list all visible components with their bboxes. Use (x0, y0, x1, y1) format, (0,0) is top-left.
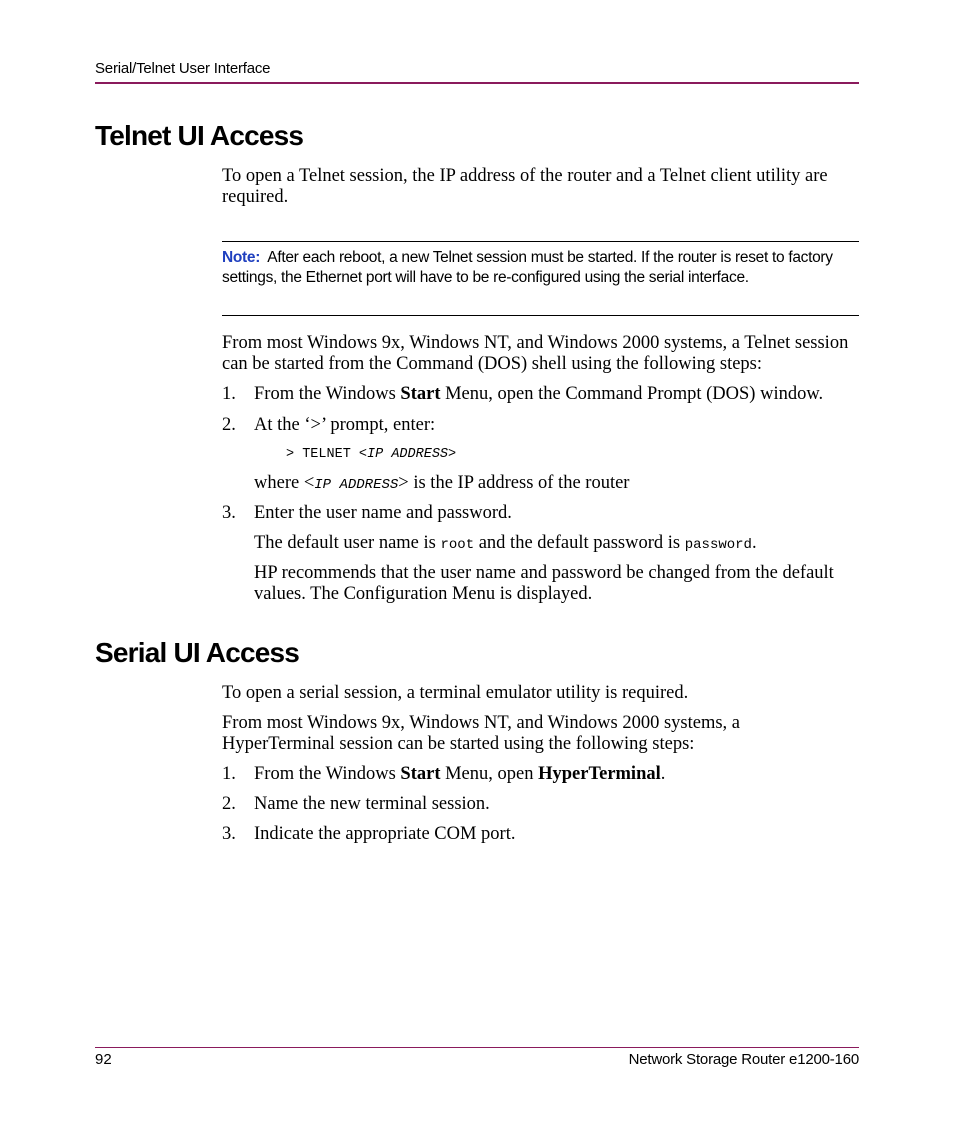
running-header: Serial/Telnet User Interface (95, 60, 271, 77)
step-number: 3. (222, 503, 236, 523)
recommendation: HP recommends that the user name and password be changed from the default values. The Configuration Menu is displayed. (254, 563, 834, 604)
telnet-heading: Telnet UI Access (95, 120, 304, 151)
note-label: Note: (222, 249, 261, 266)
step-text: From the Windows (254, 764, 401, 784)
credentials-text: The default user name is (254, 533, 441, 553)
telnet-para: From most Windows 9x, Windows NT, and Windows 2000 systems, a Telnet session can be started from the Command (DOS) shell using the following steps: (222, 333, 849, 374)
step-number: 2. (222, 794, 236, 814)
telnet-intro: To open a Telnet session, the IP address of the router and a Telnet client utility are required. (222, 166, 828, 207)
step-text: Indicate the appropriate COM port. (254, 824, 516, 844)
note-top-rule (222, 241, 859, 242)
credentials-text: and the default password is (474, 533, 685, 553)
step-text: Menu, open the Command Prompt (DOS) window. (440, 384, 824, 404)
credentials-text: . (751, 533, 757, 553)
default-password: password (684, 537, 752, 553)
step-text: From the Windows (254, 384, 401, 404)
serial-heading: Serial UI Access (95, 637, 300, 668)
step-number: 1. (222, 384, 236, 404)
default-username: root (440, 537, 475, 553)
serial-step-3 (222, 824, 862, 845)
step-text: Menu, open (440, 764, 539, 784)
serial-para: From most Windows 9x, Windows NT, and Windows 2000 systems, a HyperTerminal session can be started using the following steps: (222, 713, 740, 754)
step-number: 1. (222, 764, 236, 784)
step-bold: Start (400, 764, 441, 784)
where-text: > is the IP address of the router (398, 473, 630, 493)
serial-step-2 (222, 794, 862, 815)
step-bold: Start (400, 384, 441, 404)
note-bottom-rule (222, 315, 859, 316)
where-text: where < (254, 473, 315, 493)
telnet-step-3 (222, 503, 862, 524)
note-text: After each reboot, a new Telnet session must be started. If the router is reset to factory settings, the Ethernet port will have to be re-configured using the serial interface. (222, 249, 833, 286)
command-variable: IP ADDRESS (367, 447, 449, 462)
telnet-command (286, 447, 456, 462)
command-text: > TELNET < (286, 447, 368, 462)
step-number: 3. (222, 824, 236, 844)
footer-doc-title: Network Storage Router e1200-160 (628, 1051, 859, 1068)
step-number: 2. (222, 415, 236, 435)
where-line (254, 473, 862, 496)
telnet-step-1 (222, 384, 862, 405)
step-text: Name the new terminal session. (254, 794, 490, 814)
serial-intro: To open a serial session, a terminal emulator utility is required. (222, 683, 689, 703)
footer-rule (95, 1047, 859, 1048)
step-bold: HyperTerminal (538, 764, 661, 784)
step-text: At the ‘>’ prompt, enter: (254, 415, 436, 435)
serial-step-1 (222, 764, 862, 785)
command-text: > (448, 447, 457, 462)
header-rule (95, 82, 859, 84)
note-box (222, 248, 852, 287)
telnet-step-2 (222, 415, 862, 436)
step-text: Enter the user name and password. (254, 503, 512, 523)
page-number: 92 (95, 1051, 112, 1068)
step-text: . (660, 764, 666, 784)
where-variable: IP ADDRESS (314, 477, 399, 493)
default-credentials (254, 533, 862, 556)
